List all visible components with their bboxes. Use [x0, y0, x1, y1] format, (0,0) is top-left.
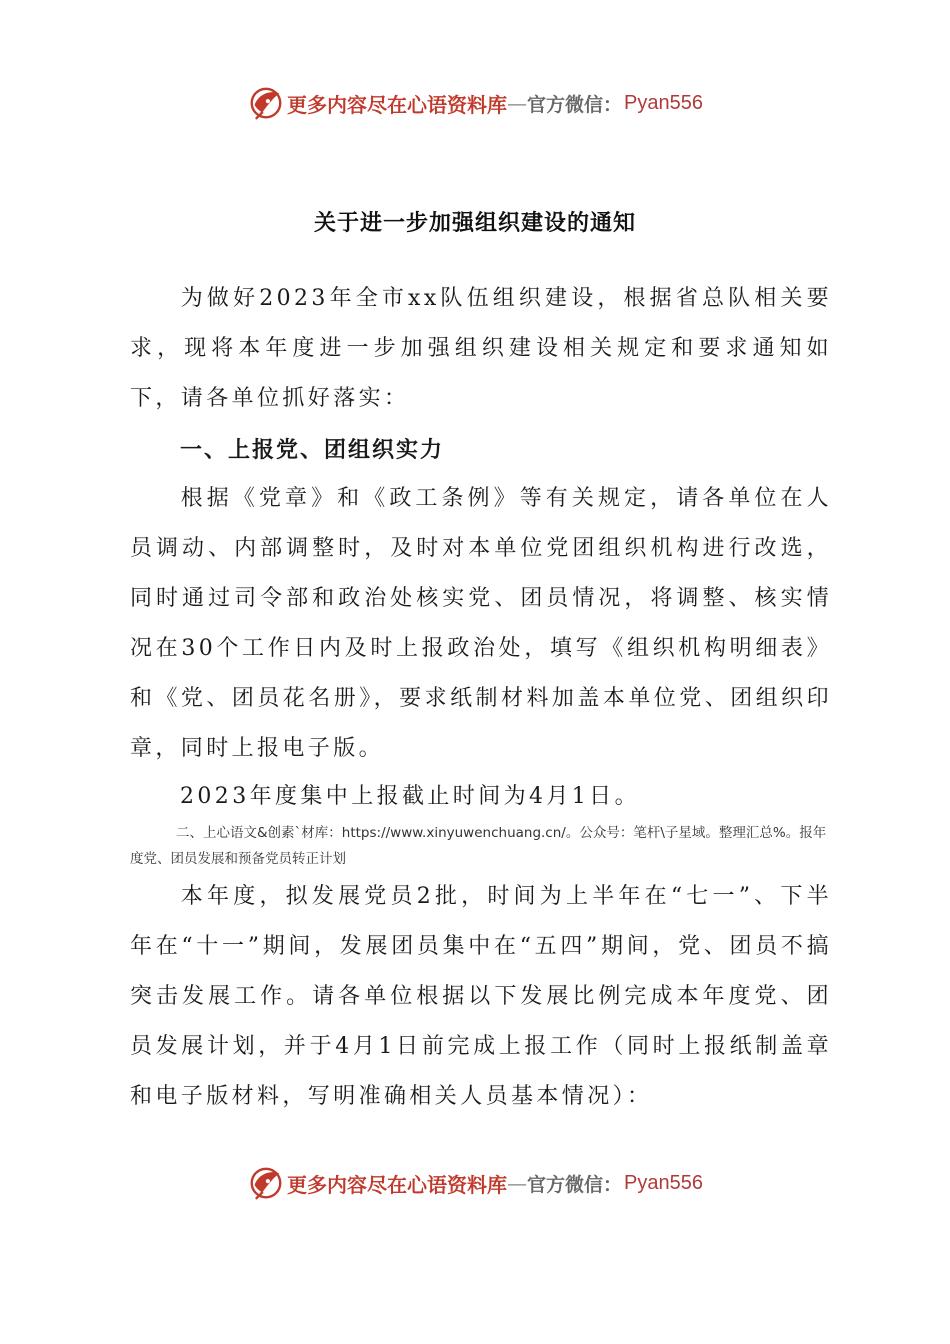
intro-text: 为做好2023年全市xx队伍组织建设，根据省总队相关要求，现将本年度进一步加强组织建设相关规定和要求通知如下，请各单位抓好落实： — [130, 286, 832, 411]
pen-nib-logo-icon — [247, 84, 285, 122]
banner-brand-text: 更多内容尽在心语资料库 — [287, 1172, 507, 1197]
header-watermark-banner — [0, 78, 950, 128]
deadline-paragraph — [130, 772, 832, 822]
section1-text: 根据《党章》和《政工条例》等有关规定，请各单位在人员调动、内部调整时，及时对本单位党团组织机构进行改选，同时通过司令部和政治处核实党、团员情况，将调整、核实情况在30个工作日内及时上报政治处，填写《组织机构明细表》和《党、团员花名册》，要求纸制材料加盖本单位党、团组织印章，同时上报电子版。 — [130, 486, 832, 761]
section1-paragraph — [130, 474, 832, 774]
section2-note — [130, 820, 834, 872]
section2-text: 本年度，拟发展党员2批，时间为上半年在“七一”、下半年在“十一”期间，发展团员集中在“五四”期间，党、团员不搞突击发展工作。请各单位根据以下发展比例完成本年度党、团员发展计划，并于4月1日前完成上报工作（同时上报纸制盖章和电子版材料，写明准确相关人员基本情况）： — [130, 884, 832, 1109]
intro-paragraph — [130, 274, 832, 424]
section1-heading: 一、上报党、团组织实力 — [180, 437, 445, 463]
section2-note-text: 二、上心语文&创素`材库：https://www.xinyuwenchuang.cn/。公众号：笔杆\子星域。整理汇总%。报年度党、团员发展和预备党员转正计划 — [130, 825, 827, 867]
banner-wechat-label: 官方微信： — [527, 93, 623, 116]
pen-nib-logo-icon — [247, 1164, 285, 1202]
banner-separator: — — [507, 1171, 527, 1195]
deadline-text: 2023年度集中上报截止时间为4月1日。 — [180, 784, 640, 809]
banner-brand-text: 更多内容尽在心语资料库 — [287, 92, 507, 117]
section2-paragraph — [130, 872, 832, 1122]
banner-wechat-id: Pyan556 — [624, 1171, 703, 1194]
document-title: 关于进一步加强组织建设的通知 — [313, 210, 636, 236]
banner-wechat-id: Pyan556 — [624, 91, 703, 114]
banner-wechat-label: 官方微信： — [527, 1173, 623, 1196]
footer-watermark-banner — [0, 1158, 950, 1208]
banner-separator: — — [507, 91, 527, 115]
